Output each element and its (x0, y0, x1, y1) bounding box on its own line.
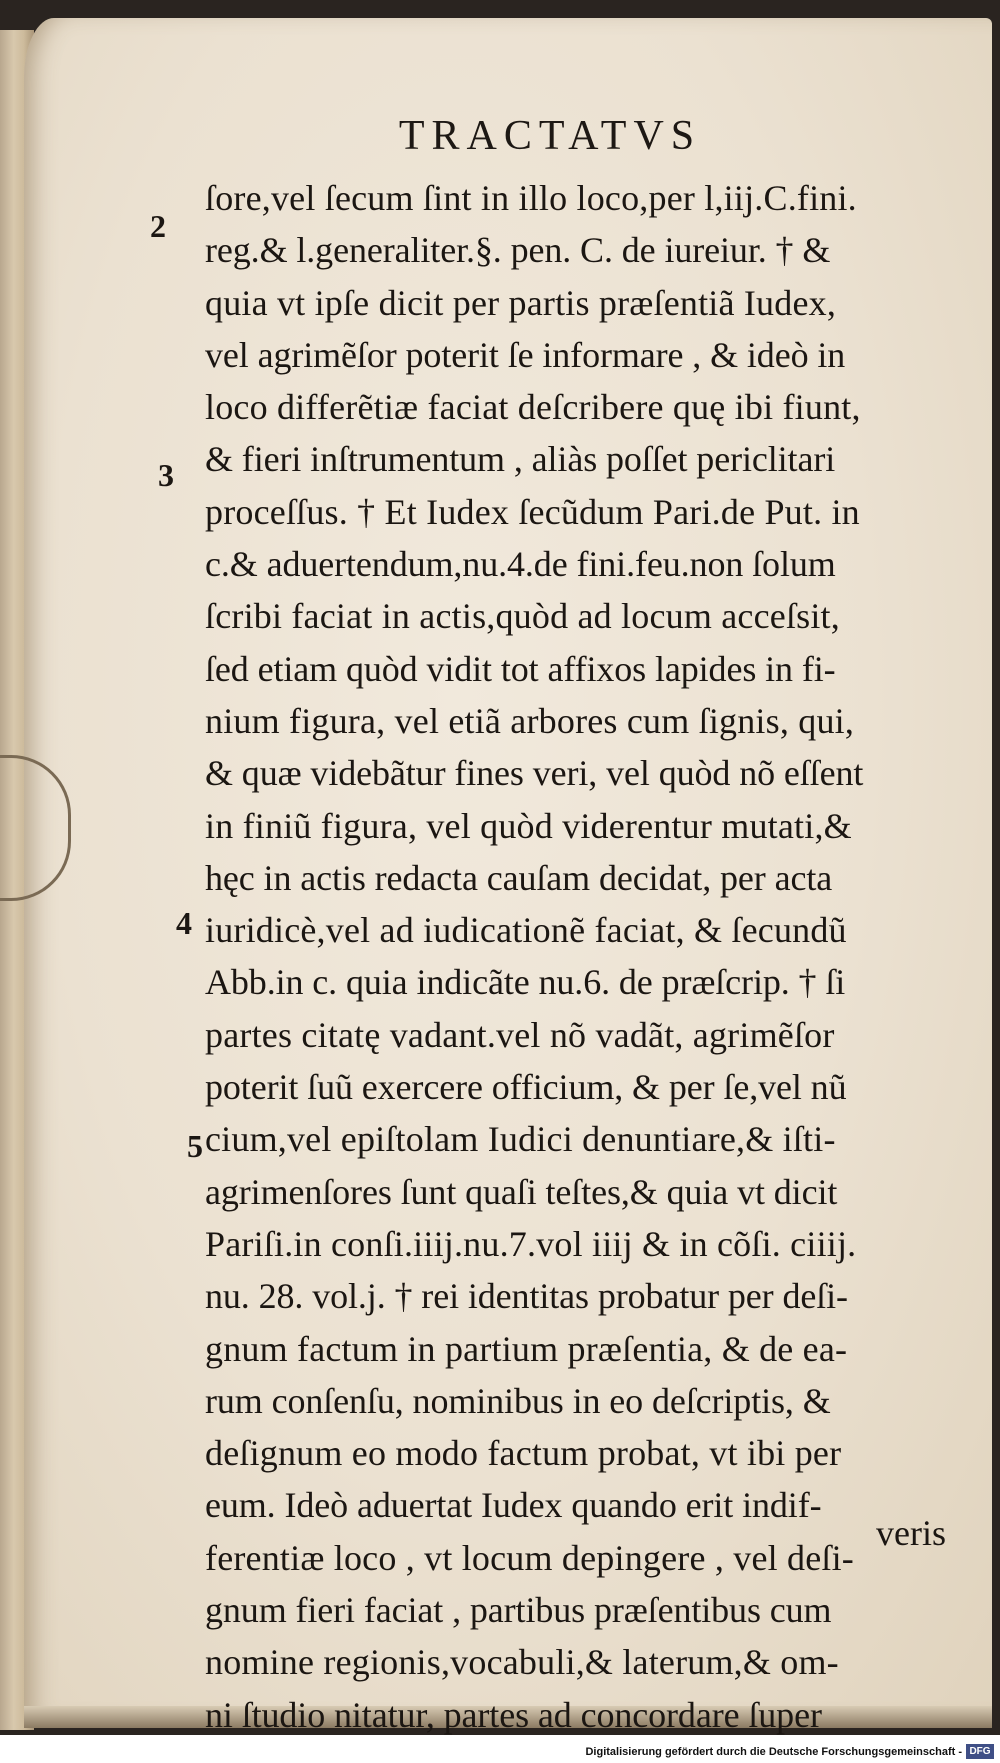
text-line: agrimenſores ſunt quaſi teſtes,& quia vt dicit (205, 1171, 838, 1212)
text-line: rum conſenſu, nominibus in eo deſcriptis, & (205, 1380, 831, 1421)
text-line: nomine regionis,vocabuli,& laterum,& om- (205, 1642, 839, 1683)
text-line: proceſſus. † Et Iudex ſecũdum Pari.de Put. in (205, 491, 860, 532)
text-line: c.& aduertendum,nu.4.de fini.feu.non ſolum (205, 544, 836, 585)
running-head: TRACTATVS (398, 113, 702, 159)
text-line: Abb.in c. quia indicãte nu.6. de præſcrip. † ſi (205, 962, 846, 1003)
main-text-block (205, 172, 965, 1741)
text-line: cium,vel epiſtolam Iudici denuntiare,& iſti- (205, 1119, 836, 1160)
dfg-logo: DFG (966, 1744, 994, 1759)
marginal-number: 2 (150, 208, 166, 244)
text-line: vel agrimẽſor poterit ſe informare , & ideò in (205, 334, 846, 375)
text-line: Pariſi.in conſi.iiij.nu.7.vol iiij & in cõſi. ciiij. (205, 1223, 857, 1264)
text-line: ferentiæ loco , vt locum depingere , vel deſi- (205, 1537, 854, 1578)
marginal-number: 4 (176, 905, 192, 941)
digitization-credit: Digitalisierung gefördert durch die Deutsche Forschungsgemeinschaft - (585, 1746, 962, 1758)
text-line: ſcribi faciat in actis,quòd ad locum acceſsit, (205, 596, 840, 637)
text-line: ni ſtudio nitatur, partes ad concordare ſuper (205, 1694, 822, 1735)
text-line: nu. 28. vol.j. † rei identitas probatur per deſi- (205, 1276, 848, 1317)
text-line: loco differẽtiæ faciat deſcribere quę ibi fiunt, (205, 387, 861, 428)
marginal-number: 5 (187, 1128, 203, 1164)
text-line: ſore,vel ſecum ſint in illo loco,per l,iij.C.fini. (205, 178, 857, 218)
text-line: & fieri inſtrumentum , aliàs poſſet periclitari (205, 439, 836, 480)
text-line: poterit ſuũ exercere officium, & per ſe,vel nũ (205, 1067, 847, 1108)
text-line: eum. Ideò aduertat Iudex quando erit indif- (205, 1485, 822, 1526)
marginal-number: 3 (158, 457, 174, 493)
text-line: partes citatę vadant.vel nõ vadãt, agrimẽſor (205, 1014, 835, 1055)
text-line: iuridicè,vel ad iudicationẽ faciat, & ſecundũ (205, 910, 847, 951)
catchword: veris (876, 1513, 946, 1553)
text-line: ſed etiam quòd vidit tot affixos lapides in fi- (205, 648, 836, 689)
text-line: & quæ videbãtur fines veri, vel quòd nõ eſſent (205, 753, 864, 794)
text-line: deſignum eo modo factum probat, vt ibi per (205, 1433, 842, 1474)
text-line: hęc in actis redacta cauſam decidat, per acta (205, 857, 833, 898)
text-line: quia vt ipſe dicit per partis præſentiã Iudex, (205, 282, 837, 323)
text-line: gnum fieri faciat , partibus præſentibus cum (205, 1590, 832, 1631)
text-line: gnum factum in partium præſentia, & de ea- (205, 1328, 848, 1369)
text-line: nium figura, vel etiã arbores cum ſignis, qui, (205, 700, 855, 741)
text-line: reg.& l.generaliter.§. pen. C. de iureiur. † & (205, 230, 831, 271)
text-line: in finiũ figura, vel quòd viderentur mutati,& (205, 805, 852, 846)
